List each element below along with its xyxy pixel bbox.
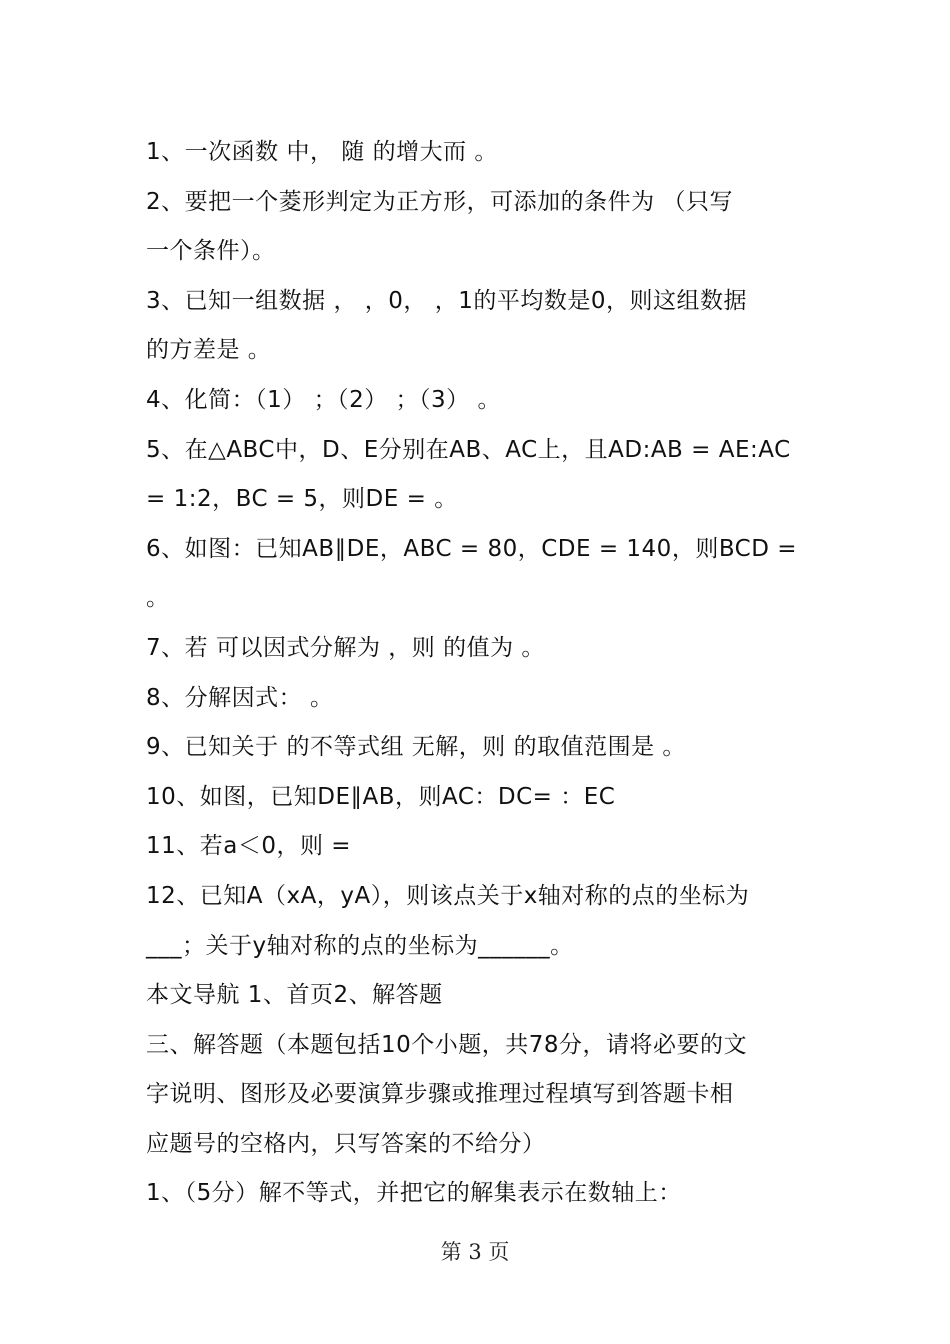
question-6-line-cont: 。 (146, 585, 170, 612)
page-number: 第 3 页 (440, 1240, 510, 1264)
question-12-line: 12、已知A（xA，yA），则该点关于x轴对称的点的坐标为 (146, 882, 750, 909)
question-6-line: 6、如图：已知AB∥DE，ABC = 80，CDE = 140，则BCD = (146, 535, 798, 562)
question-3-line: 3、已知一组数据 ， ，0， ，1的平均数是0，则这组数据 (146, 287, 747, 314)
document-body (146, 128, 816, 1219)
question-2-line-cont: 一个条件）。 (146, 238, 276, 265)
question-4-line: 4、化简：（1） ；（2） ；（3） 。 (146, 386, 501, 413)
question-8-line: 8、分解因式： 。 (146, 684, 334, 711)
question-2-line: 2、要把一个菱形判定为正方形，可添加的条件为 （只写 (146, 188, 733, 215)
question-5-line-cont: = 1:2，BC = 5，则DE = 。 (146, 486, 458, 513)
solve-question-1-line: 1、（5分）解不等式，并把它的解集表示在数轴上： (146, 1180, 682, 1207)
article-navigation-line: 本文导航 1、首页2、解答题 (146, 982, 443, 1009)
question-1-line: 1、一次函数 中， 随 的增大而 。 (146, 139, 498, 165)
question-9-line: 9、已知关于 的不等式组 无解，则 的取值范围是 。 (146, 734, 686, 761)
section-three-heading-cont-2: 应题号的空格内，只写答案的不给分） (146, 1130, 546, 1157)
question-5-line: 5、在△ABC中，D、E分别在AB、AC上，且AD:AB = AE:AC (146, 436, 791, 463)
question-12-line-cont: ___；关于y轴对称的点的坐标为______。 (146, 932, 574, 959)
question-3-line-cont: 的方差是 。 (146, 337, 272, 364)
question-10-line: 10、如图，已知DE∥AB，则AC：DC= ：EC (146, 783, 616, 810)
section-three-heading-cont-1: 字说明、图形及必要演算步骤或推理过程填写到答题卡相 (146, 1081, 734, 1108)
section-three-heading: 三、解答题（本题包括10个小题，共78分，请将必要的文 (146, 1031, 748, 1058)
question-7-line: 7、若 可以因式分解为 ，则 的值为 。 (146, 634, 545, 661)
question-11-line: 11、若a＜0，则 = (146, 833, 352, 860)
